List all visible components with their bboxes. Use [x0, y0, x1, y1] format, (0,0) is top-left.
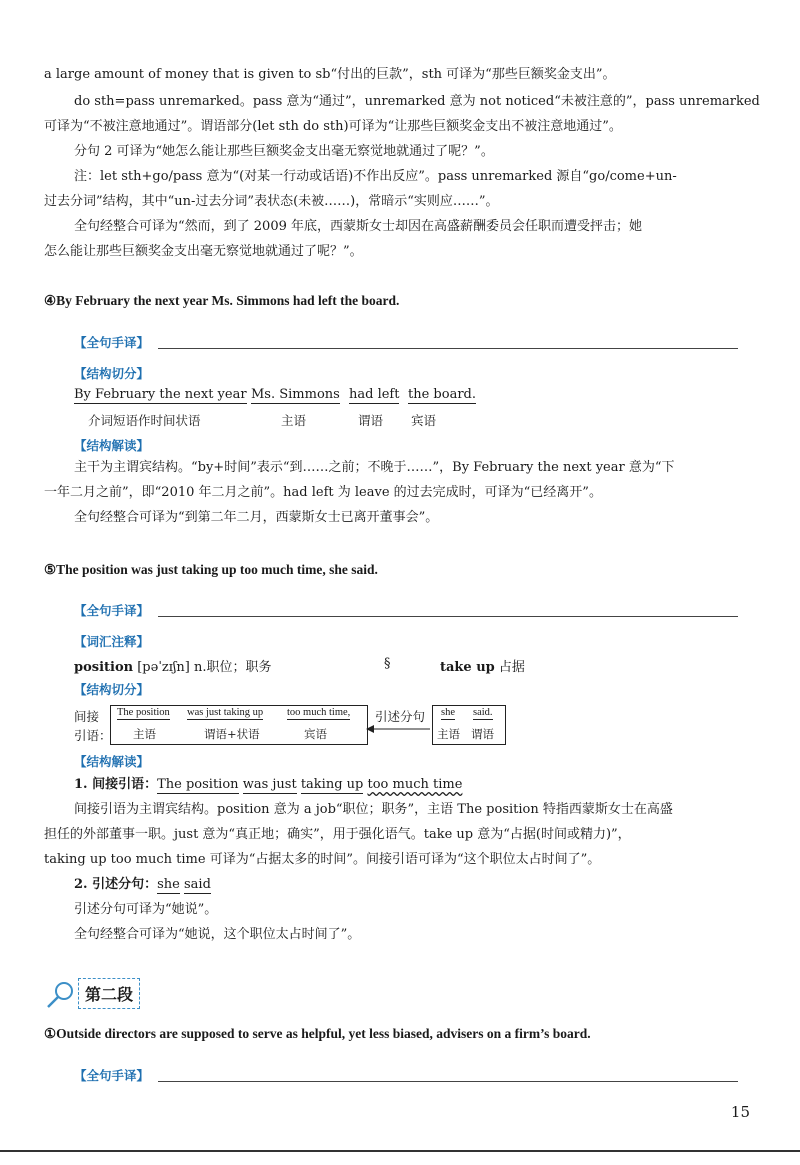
text-line: taking up too much time 可译为“占据太多的时间”。间接引语可译为“这个职位太占时间了”。: [44, 852, 601, 867]
page-number: 15: [730, 1103, 750, 1121]
magnifier-icon: [44, 979, 78, 1009]
text-line: 可译为“不被注意地通过”。谓语部分(let sth do sth)可译为“让那些巨额奖金支出不被注意地通过”。: [44, 119, 622, 134]
translation-blank[interactable]: [158, 616, 738, 617]
translation-blank[interactable]: [158, 348, 738, 349]
segment-subject: she: [157, 877, 180, 892]
segment-predicate: had left: [349, 387, 400, 402]
subheading: 2. 引述分句：: [74, 877, 158, 892]
box-segment: was just taking up: [187, 707, 264, 718]
label-subject: 主语: [281, 413, 307, 428]
split-tag: 【结构切分】: [74, 366, 150, 381]
segment-predicate: said: [184, 877, 211, 892]
text-line: 全句经整合可译为“她说，这个职位太占时间了”。: [74, 927, 361, 942]
text-line: a large amount of money that is given to sb“付出的巨款”，sth 可译为“那些巨额奖金支出”。: [44, 67, 616, 82]
label-object: 宾语: [411, 413, 437, 428]
translate-tag: 【全句手译】: [74, 1068, 150, 1083]
segment-adverbial: By February the next year: [74, 387, 247, 402]
text-line: 全句经整合可译为“然而，到了 2009 年底，西蒙斯女士却因在高盛薪酬委员会任职而遭受抨击；她: [74, 219, 642, 234]
segment-predicate: was just: [242, 777, 297, 792]
box-label: 主语: [437, 727, 460, 741]
arrow-left-icon: [366, 724, 432, 734]
translate-tag: 【全句手译】: [74, 335, 150, 350]
segment-subject: The position: [157, 777, 239, 792]
subheading: 1. 间接引语：: [74, 777, 158, 792]
vocab-entry-take-up: [440, 656, 525, 675]
text-line: 一年二月之前”，即“2010 年二月之前”。had left 为 leave 的过去完成时，可译为“已经离开”。: [44, 485, 602, 500]
label-predicate: 谓语: [358, 413, 384, 428]
analysis-tag: 【结构解读】: [74, 754, 150, 769]
text-line: 主干为主谓宾结构。“by+时间”表示“到……之前；不晚于……”，By February the next year 意为“下: [74, 460, 675, 475]
box-segment: she: [441, 707, 455, 718]
segment-object: the board.: [408, 387, 476, 402]
indirect-speech-box: [110, 705, 368, 745]
text-line: 怎么能让那些巨额奖金支出毫无察觉地就通过了呢？”。: [44, 244, 363, 259]
text-line: 分句 2 可译为“她怎么能让那些巨额奖金支出毫无察觉地就通过了呢？”。: [74, 144, 494, 159]
box-label: 谓语+状语: [204, 727, 260, 741]
footer-rule: [0, 1150, 800, 1152]
vocab-definition: [pəˈzɪʃn] n.职位；职务: [137, 660, 272, 675]
box-label: 主语: [133, 727, 156, 741]
vocab-tag: 【词汇注释】: [74, 634, 150, 649]
box-label: 谓语: [471, 727, 494, 741]
section-title: 第二段: [78, 978, 140, 1009]
split-tag: 【结构切分】: [74, 682, 150, 697]
side-label: 引语：: [74, 728, 112, 743]
segment-object: too much time: [367, 777, 463, 792]
box-segment: The position: [117, 707, 170, 718]
sentence-heading: ①Outside directors are supposed to serve as helpful, yet less biased, advisers on a firm’s board.: [44, 1026, 591, 1041]
text-line: 担任的外部董事一职。just 意为“真正地；确实”，用于强化语气。take up 意为“占据(时间或精力)”，: [44, 827, 631, 842]
section-header: [44, 978, 140, 1009]
text-line: 全句经整合可译为“到第二年二月，西蒙斯女士已离开董事会”。: [74, 510, 439, 525]
subheading-line: [74, 776, 462, 794]
side-label: 间接: [74, 709, 100, 724]
vocab-definition: 占据: [498, 660, 525, 675]
arrow-label: 引述分句: [375, 709, 426, 724]
label-adverbial: 介词短语作时间状语: [88, 413, 201, 428]
translation-blank[interactable]: [158, 1081, 738, 1082]
text-line: 间接引语为主谓宾结构。position 意为 a job“职位；职务”，主语 The position 特指西蒙斯女士在高盛: [74, 802, 673, 817]
reporting-clause-box: [432, 705, 506, 745]
sentence-heading: ④By February the next year Ms. Simmons had left the board.: [44, 293, 400, 308]
box-segment: too much time,: [287, 707, 351, 718]
translate-tag: 【全句手译】: [74, 603, 150, 618]
text-line: 过去分词”结构，其中“un-过去分词”表状态(未被……)，常暗示“实则应……”。: [44, 194, 499, 209]
sentence-heading: ⑤The position was just taking up too much time, she said.: [44, 562, 378, 577]
vocab-word: take up: [440, 660, 495, 675]
box-label: 宾语: [304, 727, 327, 741]
box-segment: said.: [473, 707, 493, 718]
subheading-line: [74, 876, 211, 894]
segment-subject: Ms. Simmons: [251, 387, 340, 402]
vocab-entry-position: [74, 656, 272, 675]
text-line: 引述分句可译为“她说”。: [74, 902, 218, 917]
text-line: do sth=pass unremarked。pass 意为“通过”，unremarked 意为 not noticed“未被注意的”，pass unremarked: [74, 94, 760, 109]
segment-predicate: taking up: [300, 777, 364, 792]
vocab-word: position: [74, 660, 134, 675]
note-line: 注：let sth+go/pass 意为“(对某一行动或话语)不作出反应”。pass unremarked 源自“go/come+un-: [74, 169, 677, 184]
vocab-separator-icon: §: [384, 656, 391, 671]
analysis-tag: 【结构解读】: [74, 438, 150, 453]
